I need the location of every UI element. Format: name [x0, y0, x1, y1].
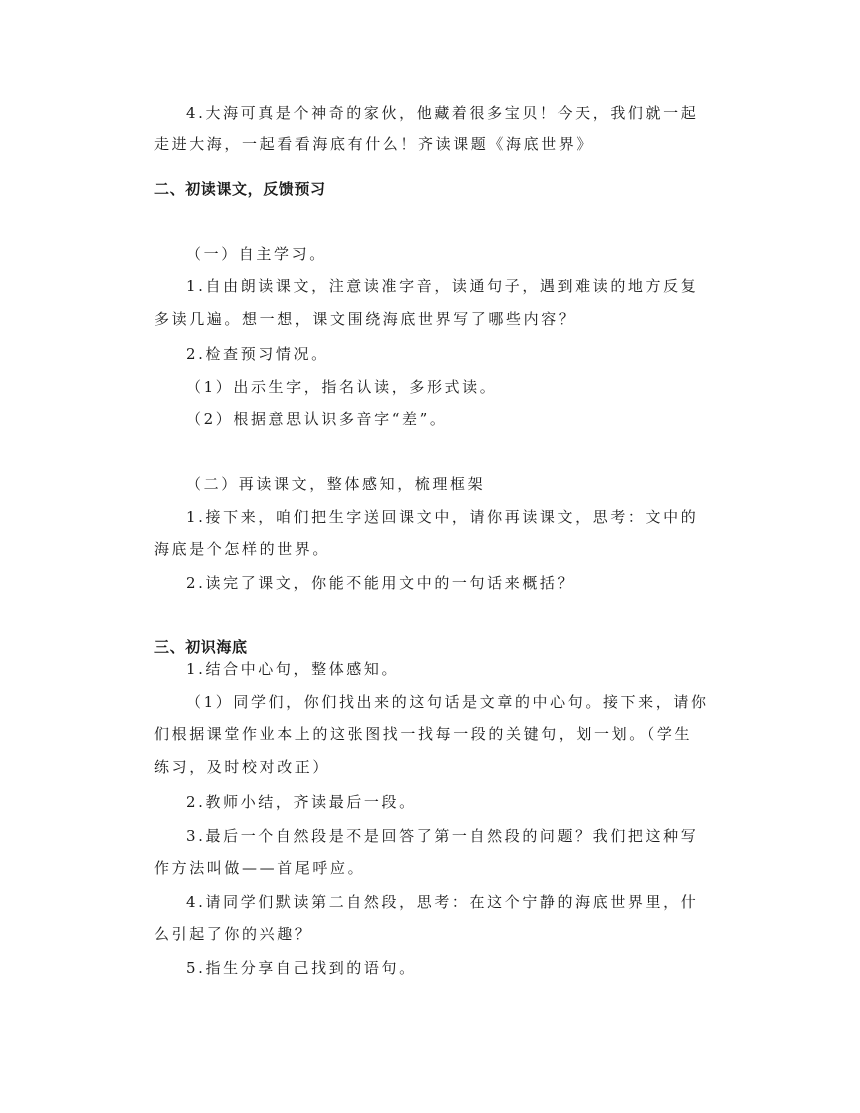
part-1-item-1-line-2: 多读几遍。想一想，课文围绕海底世界写了哪些内容？ [154, 310, 577, 328]
part-2-item-1-line-2: 海底是个怎样的世界。 [154, 540, 331, 558]
section-3-item-2: 2.教师小结，齐读最后一段。 [186, 793, 417, 811]
part-1-item-2: 2.检查预习情况。 [186, 345, 329, 363]
part-1-item-2-sub-1: （1）出示生字，指名认读，多形式读。 [186, 378, 498, 396]
part-1-item-2-sub-2: （2）根据意思认识多音字“差”。 [186, 410, 448, 428]
section-3-item-3-line-1: 3.最后一个自然段是不是回答了第一自然段的问题？我们把这种写 [186, 827, 699, 845]
section-3-item-1: 1.结合中心句，整体感知。 [186, 660, 400, 678]
section-3-item-3-line-2: 作方法叫做——首尾呼应。 [154, 859, 366, 877]
section-3-item-1-sub-1-line-3: 练习，及时校对改正） [154, 758, 331, 776]
section-3-item-1-sub-1-line-2: 们根据课堂作业本上的这张图找一找每一段的关键句，划一划。（学生 [154, 725, 693, 743]
section-3-heading: 三、初识海底 [154, 638, 248, 656]
section-2-heading: 二、初读课文，反馈预习 [154, 180, 326, 198]
part-2-item-2: 2.读完了课文，你能不能用文中的一句话来概括？ [186, 574, 576, 592]
paragraph-4-line-2: 走进大海，一起看看海底有什么！齐读课题《海底世界》 [154, 135, 595, 153]
section-3-item-4-line-1: 4.请同学们默读第二自然段，思考：在这个宁静的海底世界里，什 [186, 893, 699, 911]
section-3-item-1-sub-1-line-1: （1）同学们，你们找出来的这句话是文章的中心句。接下来，请你 [186, 693, 709, 711]
part-2-title: （二）再读课文，整体感知，梳理框架 [186, 475, 486, 493]
paragraph-4-line-1: 4.大海可真是个神奇的家伙，他藏着很多宝贝！今天，我们就一起 [186, 104, 699, 122]
part-1-item-1-line-1: 1.自由朗读课文，注意读准字音，读通句子，遇到难读的地方反复 [186, 277, 699, 295]
section-3-item-4-line-2: 么引起了你的兴趣？ [154, 925, 313, 943]
part-1-title: （一）自主学习。 [186, 245, 327, 263]
part-2-item-1-line-1: 1.接下来，咱们把生字送回课文中，请你再读课文，思考：文中的 [186, 508, 699, 526]
section-3-item-5: 5.指生分享自己找到的语句。 [186, 959, 417, 977]
